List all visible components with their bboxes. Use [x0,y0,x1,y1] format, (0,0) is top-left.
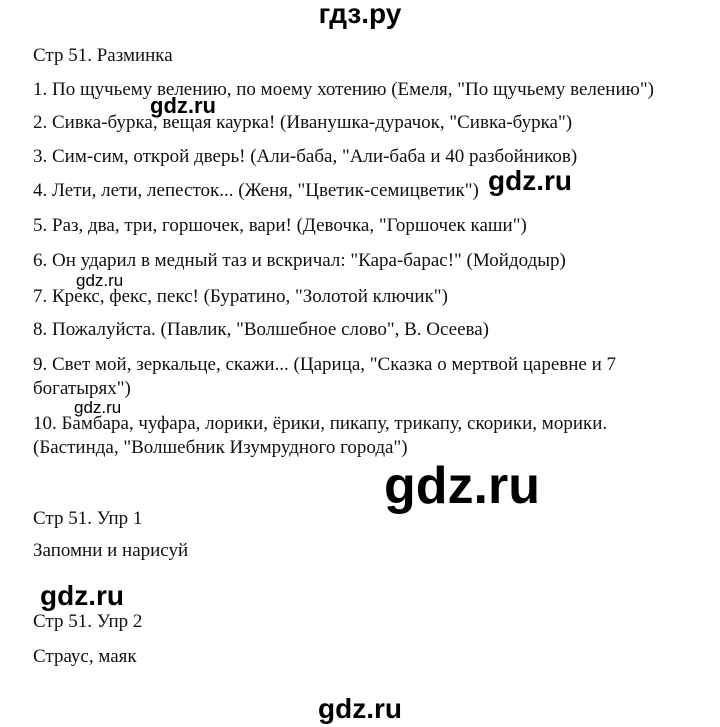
watermark: gdz.ru [384,457,540,515]
list-item: 5. Раз, два, три, горшочек, вари! (Девочка, "Горшочек каши") [33,215,527,236]
list-item: 3. Сим-сим, открой дверь! (Али-баба, "Али-баба и 40 разбойников) [33,146,578,167]
watermark: gdz.ru [74,398,122,417]
site-title: гдз.ру [318,0,402,29]
list-item: 8. Пожалуйста. (Павлик, "Волшебное слово", В. Осеева) [33,319,489,340]
section-text: Запомни и нарисуй [33,540,189,561]
list-item: 1. По щучьему велению, по моему хотению (Емеля, "По щучьему велению") [33,79,654,100]
section-title: Стр 51. Упр 2 [33,611,143,632]
list-item: 6. Он ударил в медный таз и вскричал: "Кара-барас!" (Мойдодыр) [33,250,566,271]
list-item: 4. Лети, лети, лепесток... (Женя, "Цветик-семицветик") [33,180,479,201]
list-item: 2. Сивка-бурка, вещая каурка! (Иванушка-дурачок, "Сивка-бурка") [33,112,573,133]
section-title: Стр 51. Упр 1 [33,508,143,529]
watermark: gdz.ru [318,693,402,724]
list-item: 7. Крекс, фекс, пекс! (Буратино, "Золотой ключик") [33,286,448,307]
list-item: (Бастинда, "Волшебник Изумрудного города") [33,437,408,458]
list-item: 10. Бамбара, чуфара, лорики, ёрики, пикапу, трикапу, скорики, морики. [33,413,608,434]
watermark: gdz.ru [488,165,572,196]
watermark: gdz.ru [40,580,124,611]
section-title: Стр 51. Разминка [33,45,173,66]
watermark: gdz.ru [76,271,124,290]
watermark: gdz.ru [150,93,216,118]
section-text: Страус, маяк [33,646,137,667]
list-item: 9. Свет мой, зеркальце, скажи... (Царица, "Сказка о мертвой царевне и 7 [33,354,617,375]
list-item: богатырях") [33,378,131,399]
